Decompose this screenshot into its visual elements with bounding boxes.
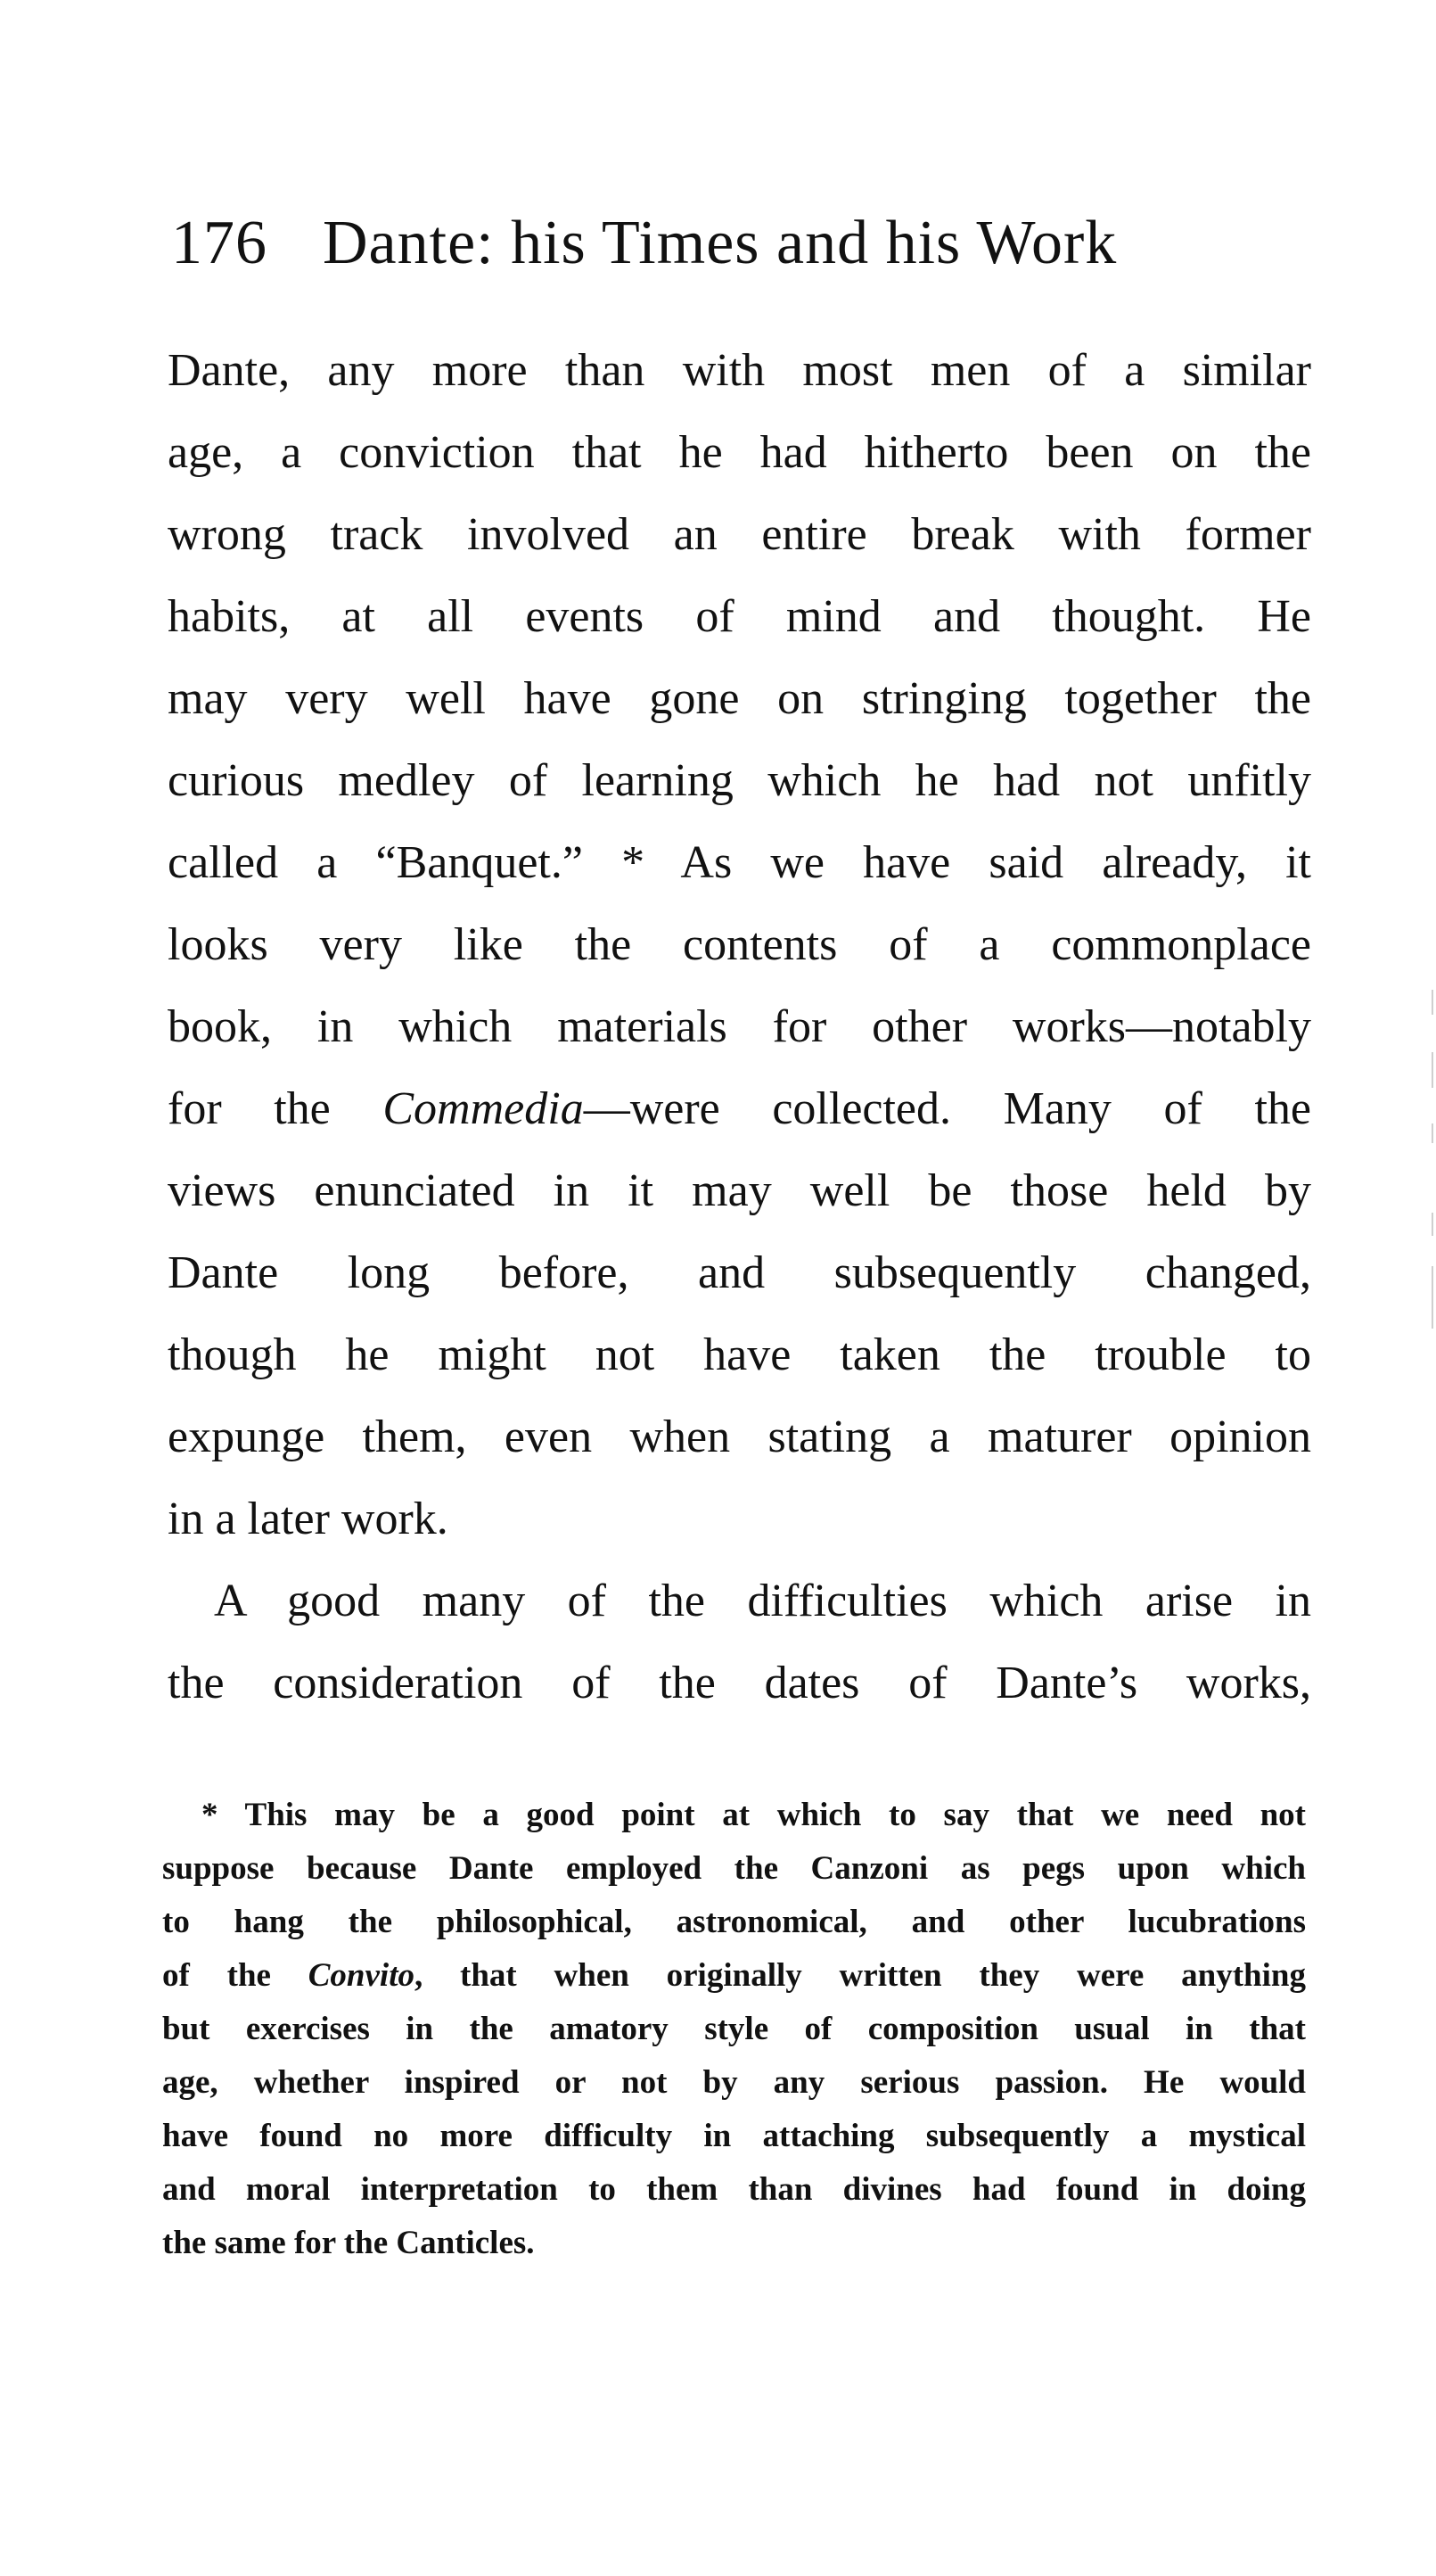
footnote-line: * This may be a good point at which to say that we need not [201, 1797, 1306, 1833]
body-line: looks very like the contents of a commonplace [168, 919, 1311, 970]
body-line: may very well have gone on stringing together the [168, 673, 1311, 724]
running-title: Dante: his Times and his Work [323, 209, 1118, 277]
scan-margin-speck [1432, 1123, 1433, 1143]
body-line: Dante, any more than with most men of a similar [168, 345, 1311, 396]
body-line: A good many of the difficulties which arise in [214, 1576, 1311, 1626]
body-text-segment: for the [168, 1083, 383, 1134]
body-text-segment: —were collected. Many of the [583, 1083, 1311, 1134]
body-line: though he might not have taken the trouble to [168, 1329, 1311, 1380]
body-line: age, a conviction that he had hitherto been on the [168, 427, 1311, 478]
body-line: views enunciated in it may well be those held by [168, 1165, 1311, 1216]
body-line: habits, at all events of mind and thought. He [168, 591, 1311, 642]
italic-title-convito: Convito [308, 1957, 414, 1994]
running-head [171, 203, 1276, 284]
scan-margin-speck [1432, 1266, 1433, 1329]
scan-margin-speck [1432, 990, 1433, 1015]
scan-margin-speck [1432, 1052, 1433, 1088]
footnote-line: and moral interpretation to them than divines had found in doing [162, 2171, 1306, 2208]
scan-margin-speck [1432, 1213, 1433, 1236]
body-line: the consideration of the dates of Dante’s works, [168, 1658, 1311, 1708]
footnote-text-segment: of the [162, 1957, 308, 1994]
footnote-line: age, whether inspired or not by any serious passion. He would [162, 2064, 1306, 2101]
body-line: expunge them, even when stating a maturer opinion [168, 1411, 1311, 1462]
footnote-line: suppose because Dante employed the Canzoni as pegs upon which [162, 1850, 1306, 1887]
body-line: in a later work. [168, 1494, 448, 1544]
body-line [168, 1068, 1311, 1150]
footnote-line: to hang the philosophical, astronomical, and other lucubrations [162, 1904, 1306, 1940]
body-line: wrong track involved an entire break with former [168, 509, 1311, 560]
body-line: book, in which materials for other works—notably [168, 1001, 1311, 1052]
body-line: Dante long before, and subsequently changed, [168, 1247, 1311, 1298]
footnote-line: but exercises in the amatory style of composition usual in that [162, 2011, 1306, 2047]
footnote-line: have found no more difficulty in attaching subsequently a mystical [162, 2118, 1306, 2154]
page-number: 176 [171, 209, 267, 277]
italic-title-commedia: Commedia [382, 1083, 584, 1134]
footnote-text-segment: , that when originally written they were anything [414, 1957, 1306, 1994]
footnote-line [162, 1949, 1306, 2003]
body-line: curious medley of learning which he had not unfitly [168, 755, 1311, 806]
footnote-line: the same for the Canticles. [162, 2225, 535, 2261]
body-line: called a “Banquet.” * As we have said already, it [168, 837, 1311, 888]
